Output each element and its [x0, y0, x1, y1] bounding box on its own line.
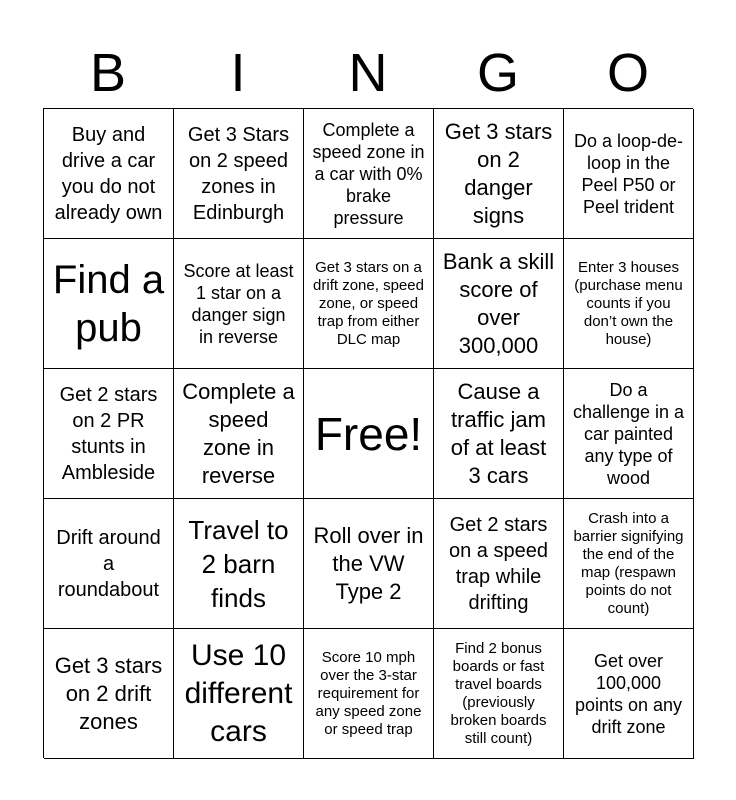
- bingo-cell-2[interactable]: [174, 109, 304, 239]
- cell-text: Drift around a roundabout: [56, 526, 161, 601]
- bingo-cell-5[interactable]: [564, 109, 694, 239]
- cell-text: Get 2 stars on a speed trap while drifting: [449, 513, 548, 614]
- cell-text: Get 3 stars on 2 drift zones: [54, 652, 163, 734]
- cell-text: Get 3 stars on a drift zone, speed zone, or speed trap from either DLC map: [313, 258, 424, 348]
- bingo-cell-1[interactable]: [44, 109, 174, 239]
- cell-text: Score 10 mph over the 3-star requirement for any speed zone or speed trap: [315, 648, 422, 738]
- bingo-cell-19[interactable]: [434, 499, 564, 629]
- bingo-cell-21[interactable]: [44, 629, 174, 759]
- cell-text: Get 3 Stars on 2 speed zones in Edinburgh: [187, 123, 290, 224]
- bingo-cell-9[interactable]: [434, 239, 564, 369]
- cell-text: Complete a speed zone in reverse: [182, 378, 295, 488]
- bingo-header: [43, 38, 693, 108]
- bingo-cell-14[interactable]: [434, 369, 564, 499]
- cell-text: Get 2 stars on 2 PR stunts in Ambleside: [59, 383, 158, 484]
- cell-text: Travel to 2 barn finds: [188, 514, 289, 613]
- cell-text: Bank a skill score of over 300,000: [442, 248, 555, 358]
- bingo-cell-16[interactable]: [44, 499, 174, 629]
- bingo-cell-20[interactable]: [564, 499, 694, 629]
- header-letter-i: I: [230, 43, 246, 103]
- bingo-cell-8[interactable]: [304, 239, 434, 369]
- cell-text: Enter 3 houses (purchase menu counts if you don’t own the house): [574, 258, 683, 348]
- cell-text: Get over 100,000 points on any drift zone: [574, 650, 683, 737]
- header-letter-o: O: [606, 43, 649, 103]
- bingo-cell-10[interactable]: [564, 239, 694, 369]
- bingo-cell-24[interactable]: [434, 629, 564, 759]
- cell-text: Roll over in the VW Type 2: [313, 522, 424, 604]
- bingo-cell-22[interactable]: [174, 629, 304, 759]
- free-space-text: Free!: [314, 407, 423, 460]
- cell-text: Cause a traffic jam of at least 3 cars: [450, 378, 547, 488]
- cell-text: Buy and drive a car you do not already own: [54, 123, 163, 224]
- bingo-cell-11[interactable]: [44, 369, 174, 499]
- bingo-cell-free[interactable]: [304, 369, 434, 499]
- bingo-cell-3[interactable]: [304, 109, 434, 239]
- bingo-cell-17[interactable]: [174, 499, 304, 629]
- bingo-cell-12[interactable]: [174, 369, 304, 499]
- cell-text: Do a loop-de-loop in the Peel P50 or Peel trident: [573, 130, 684, 217]
- bingo-cell-25[interactable]: [564, 629, 694, 759]
- cell-text: Score at least 1 star on a danger sign in reverse: [183, 260, 294, 347]
- header-letter-n: N: [348, 43, 388, 103]
- cell-text: Use 10 different cars: [184, 638, 293, 748]
- bingo-cell-23[interactable]: [304, 629, 434, 759]
- cell-text: Find a pub: [52, 257, 165, 350]
- bingo-cell-6[interactable]: [44, 239, 174, 369]
- bingo-cell-15[interactable]: [564, 369, 694, 499]
- cell-text: Crash into a barrier signifying the end of the map (respawn points do not count): [573, 509, 684, 617]
- bingo-cell-7[interactable]: [174, 239, 304, 369]
- cell-text: Get 3 stars on 2 danger signs: [444, 118, 553, 228]
- bingo-cell-18[interactable]: [304, 499, 434, 629]
- bingo-grid: [43, 108, 693, 758]
- cell-text: Find 2 bonus boards or fast travel boards (previously broken boards still count): [450, 639, 547, 747]
- cell-text: Do a challenge in a car painted any type of wood: [572, 379, 685, 488]
- cell-text: Complete a speed zone in a car with 0% brake pressure: [312, 119, 425, 228]
- bingo-cell-4[interactable]: [434, 109, 564, 239]
- header-letter-g: G: [476, 43, 519, 103]
- header-letter-b: B: [89, 43, 127, 103]
